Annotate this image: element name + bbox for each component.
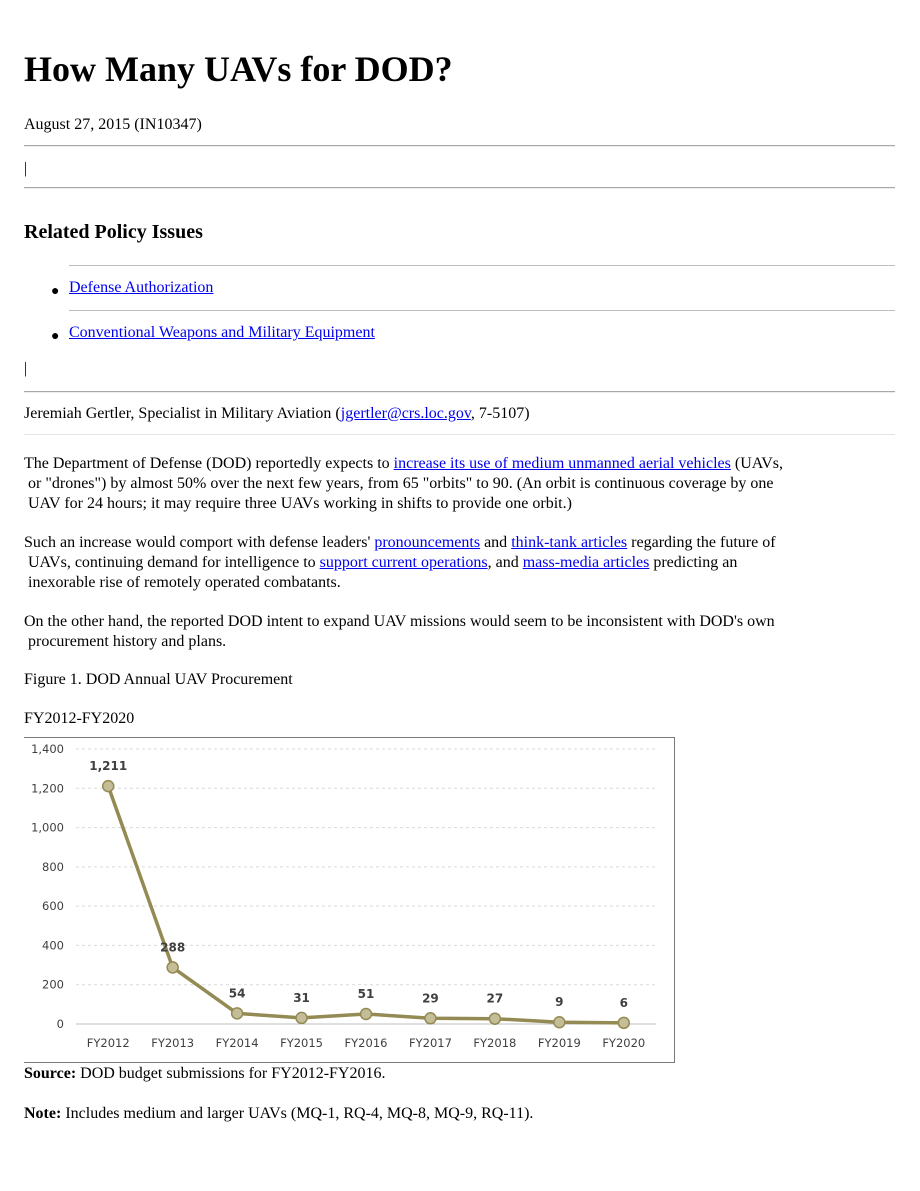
text: UAV for 24 hours; it may require three UAVs working in shifts to provide one orbit.): [28, 495, 572, 512]
text: regarding the future of: [627, 534, 776, 551]
data-point: [554, 1017, 565, 1028]
figure-subcaption: FY2012-FY2020: [24, 710, 135, 727]
list-item: [51, 310, 895, 355]
text: , and: [487, 554, 523, 571]
author-line: [24, 404, 895, 424]
data-label: 9: [555, 995, 564, 1010]
x-tick-label: FY2013: [151, 1036, 195, 1050]
note-label: Note:: [24, 1105, 62, 1122]
x-tick-label: FY2019: [537, 1036, 581, 1050]
link-pronouncements[interactable]: pronouncements: [374, 534, 481, 551]
text: UAVs, continuing demand for intelligence to: [28, 554, 320, 571]
link-mass-media-articles[interactable]: mass-media articles: [522, 554, 650, 571]
text: On the other hand, the reported DOD intent to expand UAV missions would seem to be inconsistent with DOD's own: [24, 613, 775, 630]
uav-procurement-chart: [24, 737, 675, 1063]
x-tick-label: FY2015: [280, 1036, 324, 1050]
data-point: [618, 1017, 629, 1028]
y-tick-label: 400: [42, 938, 64, 953]
data-label: 27: [486, 991, 504, 1006]
source-text: DOD budget submissions for FY2012-FY2016.: [76, 1065, 386, 1082]
y-tick-label: 0: [56, 1017, 64, 1031]
related-issues-list: [24, 265, 895, 355]
data-point: [103, 781, 114, 792]
y-tick-label: 200: [42, 977, 64, 992]
link-defense-authorization[interactable]: Defense Authorization: [69, 279, 214, 296]
data-label: 288: [160, 940, 186, 955]
bullet-icon: ●: [51, 284, 60, 299]
data-point: [167, 962, 178, 973]
y-tick-label: 1,200: [31, 781, 64, 796]
related-issues-heading: Related Policy Issues: [24, 221, 203, 243]
text: The Department of Defense (DOD) reportedly expects to: [24, 455, 394, 472]
x-tick-label: FY2016: [344, 1036, 388, 1050]
link-increase-uav-use[interactable]: increase its use of medium unmanned aerial vehicles: [393, 455, 731, 472]
data-label: 29: [422, 991, 439, 1006]
x-tick-label: FY2012: [86, 1036, 130, 1050]
data-label: 51: [357, 986, 375, 1001]
author-email-link[interactable]: jgertler@crs.loc.gov: [340, 405, 471, 422]
author-phone: , 7-5107): [470, 405, 530, 422]
text: or "drones") by almost 50% over the next few years, from 65 "orbits" to 90. (An orbit is continuous coverage by one: [28, 475, 774, 492]
x-tick-label: FY2020: [602, 1036, 646, 1050]
link-conventional-weapons[interactable]: Conventional Weapons and Military Equipment: [69, 324, 375, 341]
data-label: 31: [293, 990, 310, 1005]
x-tick-label: FY2014: [215, 1036, 259, 1050]
data-point: [361, 1008, 372, 1019]
empty-anchor-link[interactable]: |: [24, 360, 28, 377]
text: inexorable rise of remotely operated combatants.: [28, 574, 341, 591]
data-label: 1,211: [89, 759, 128, 774]
bullet-icon: ●: [51, 329, 60, 344]
text: procurement history and plans.: [28, 633, 227, 650]
x-tick-label: FY2017: [408, 1036, 452, 1050]
source-line: [24, 1064, 385, 1084]
y-tick-label: 1,400: [31, 742, 64, 756]
y-tick-label: 800: [42, 859, 64, 874]
list-item: [51, 265, 895, 310]
text: and: [480, 534, 512, 551]
note-text: Includes medium and larger UAVs (MQ-1, RQ-4, MQ-8, MQ-9, RQ-11).: [61, 1105, 534, 1122]
text: predicting an: [649, 554, 738, 571]
author-text: Jeremiah Gertler, Specialist in Military Aviation (: [24, 405, 341, 422]
data-label: 6: [619, 995, 628, 1010]
data-point: [489, 1013, 500, 1024]
y-tick-label: 600: [42, 899, 64, 914]
link-support-current-operations[interactable]: support current operations: [319, 554, 488, 571]
date-line: August 27, 2015 (IN10347): [24, 116, 202, 133]
paragraph-3: [24, 612, 895, 652]
text: Such an increase would comport with defense leaders': [24, 534, 375, 551]
data-point: [296, 1012, 307, 1023]
page-title: How Many UAVs for DOD?: [24, 49, 453, 89]
data-point: [425, 1013, 436, 1024]
figure-caption: Figure 1. DOD Annual UAV Procurement: [24, 671, 293, 688]
paragraph-1: [24, 454, 895, 514]
chart-svg: [24, 738, 674, 1062]
link-think-tank-articles[interactable]: think-tank articles: [511, 534, 628, 551]
data-label: 54: [228, 986, 246, 1001]
empty-anchor-link[interactable]: |: [24, 160, 28, 177]
note-line: [24, 1104, 533, 1124]
data-point: [232, 1008, 243, 1019]
y-tick-label: 1,000: [31, 820, 64, 835]
text: (UAVs,: [730, 455, 784, 472]
source-label: Source:: [24, 1065, 77, 1082]
x-tick-label: FY2018: [473, 1036, 517, 1050]
paragraph-2: [24, 533, 895, 593]
